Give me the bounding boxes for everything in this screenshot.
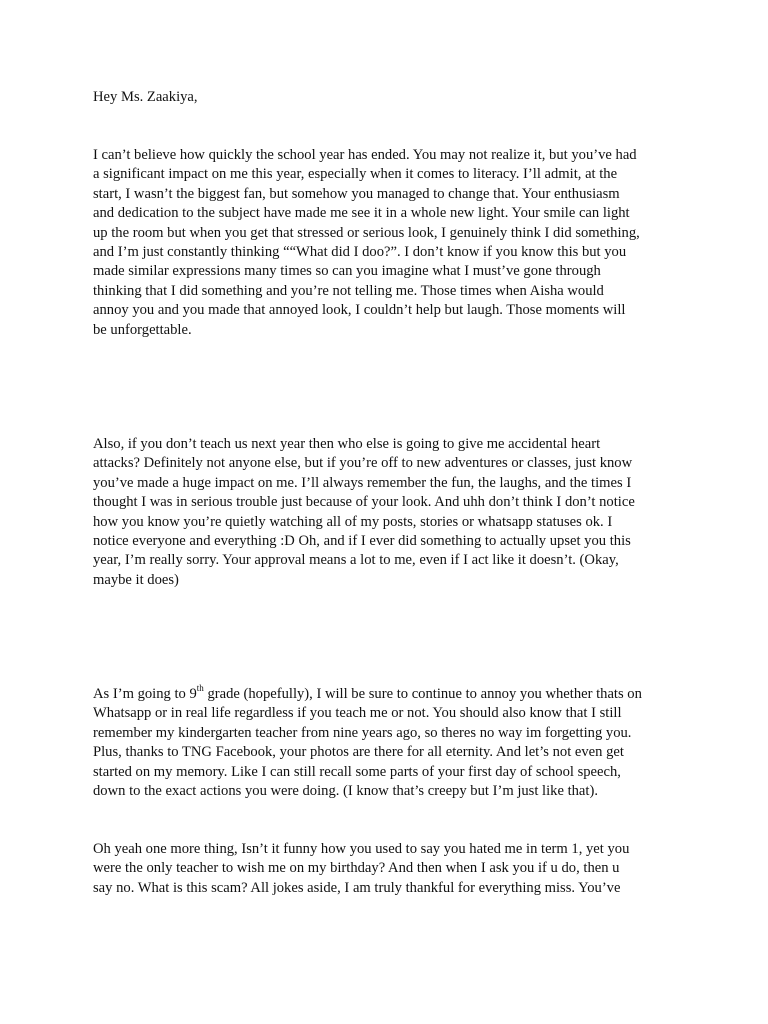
letter-paragraph-3 xyxy=(93,685,685,801)
letter-paragraph-2: Also, if you don’t teach us next year then who else is going to give me accidental heart attacks? Definitely not anyone else, but if you’re off to new adventures or classes, just know you’ve made a huge impact on me. I’ll always remember the fun, the laughs, and the times I thought I was in serious trouble just because of your look. And uhh don’t think I don’t notice how you know you’re quietly watching all of my posts, stories or whatsapp statuses ok. I notice everyone and everything :D Oh, and if I ever did something to actually upset you this year, I’m really sorry. Your approval means a lot to me, even if I act like it doesn’t. (Okay, maybe it does) xyxy=(93,436,635,588)
paragraph-3-remaining-text: grade (hopefully), I will be sure to continue to annoy you whether thats on Whatsapp or in real life regardless if you teach me or not. You should also know that I still remember my kindergarten teacher from nine years ago, so theres no way im forgetting you. Plus, thanks to TNG Facebook, your photos are there for all eternity. And let’s not even get started on my memory. Like I can still recall some parts of your first day of school speech, down to the exact actions you were doing. (I know that’s creepy but I’m just like that). xyxy=(93,686,642,800)
paragraph-3-opening-text: As I’m going to 9 xyxy=(93,686,197,702)
letter-paragraph-4: Oh yeah one more thing, Isn’t it funny how you used to say you hated me in term 1, yet you were the only teacher to wish me on my birthday? And then when I ask you if u do, then u say no. What is this scam? All jokes aside, I am truly thankful for everything miss. You’ve xyxy=(93,841,630,896)
letter-greeting: Hey Ms. Zaakiya, xyxy=(93,89,198,105)
ordinal-superscript: th xyxy=(196,683,204,694)
letter-paragraph-1: I can’t believe how quickly the school year has ended. You may not realize it, but you’ve had a significant impact on me this year, especially when it comes to literacy. I’ll admit, at the start, I wasn’t the biggest fan, but somehow you managed to change that. Your enthusiasm and dedication to the subject have made me see it in a whole new light. Your smile can light up the room but when you get that stressed or serious look, I genuinely think I did something, and I’m just constantly thinking ““What did I doo?”. I don’t know if you know this but you made similar expressions many times so can you imagine what I must’ve gone through thinking that I did something and you’re not telling me. Those times when Aisha would annoy you and you made that annoyed look, I couldn’t help but laugh. Those moments will be unforgettable. xyxy=(93,147,640,338)
